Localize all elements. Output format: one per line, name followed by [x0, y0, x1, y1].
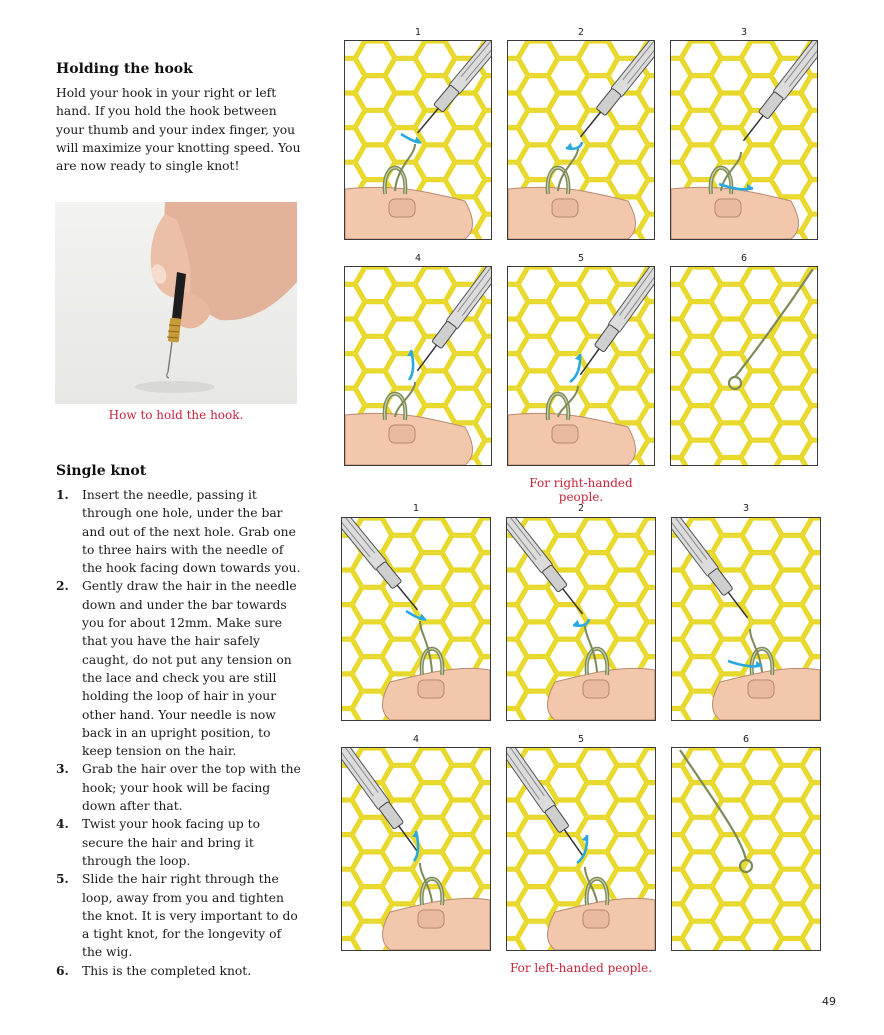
left-handed-caption: For left-handed people. [509, 961, 653, 975]
step-number: 3. [56, 761, 69, 777]
panel-number: 4 [414, 253, 422, 264]
knot-diagram-panel [341, 747, 491, 951]
knot-step-illustration [508, 267, 654, 465]
step-text: Grab the hair over the top with the hook; your hook will be facing down after that. [82, 762, 301, 814]
panel-number: 6 [740, 253, 748, 264]
panel-number: 3 [740, 27, 748, 38]
step-number: 1. [56, 487, 69, 502]
step-item [56, 962, 301, 980]
step-number: 2. [56, 578, 69, 594]
step-text: This is the completed knot. [82, 963, 252, 978]
hand-holding-hook-illustration [55, 202, 297, 404]
panel-number: 3 [742, 503, 750, 514]
knot-step-illustration [345, 267, 491, 465]
panel-number: 5 [577, 253, 585, 264]
panel-number: 6 [742, 734, 750, 745]
step-number: 4. [56, 816, 69, 832]
right-handed-caption: For right-handed people. [529, 476, 633, 504]
hook-hold-photo [55, 202, 297, 404]
step-text: Twist your hook facing up to secure the hair and bring it through the loop. [82, 817, 260, 868]
knot-diagram-panel [507, 40, 655, 240]
knot-diagram-panel [344, 40, 492, 240]
knot-step-illustration [671, 41, 817, 239]
knot-diagram-panel [341, 517, 491, 721]
panel-number: 4 [412, 734, 420, 745]
knot-diagram-panel [670, 40, 818, 240]
knot-diagram-panel [507, 266, 655, 466]
knot-step-illustration [342, 748, 490, 950]
step-item [56, 815, 301, 870]
step-item [56, 577, 301, 760]
step-item [56, 870, 301, 961]
knot-diagram-panel [506, 517, 656, 721]
completed-knot-illustration [671, 267, 817, 465]
completed-knot-illustration [672, 748, 820, 950]
step-text: Gently draw the hair in the needle down and under the bar towards you for about 12mm. Make sure that you have the hair safely caught, do not put any tension on the lace and check you are still holding the loop of hair in your other hand. Your needle is now back in an upright position, to keep tension on the hair. [82, 579, 297, 759]
step-text: Slide the hair right through the loop, away from you and tighten the knot. It is very important to do a tight knot, for the longevity of the wig. [82, 872, 298, 960]
step-item [56, 760, 301, 815]
knot-step-illustration [507, 518, 655, 720]
panel-number: 1 [414, 27, 422, 38]
step-number: 6. [56, 962, 69, 978]
panel-number: 2 [577, 503, 585, 514]
knot-diagram-panel [506, 747, 656, 951]
holding-hook-heading: Holding the hook [56, 61, 193, 77]
knot-step-illustration [342, 518, 490, 720]
knot-step-illustration [345, 41, 491, 239]
step-item [56, 486, 301, 577]
knot-step-illustration [672, 518, 820, 720]
photo-caption: How to hold the hook. [108, 408, 244, 422]
panel-number: 5 [577, 734, 585, 745]
knot-step-illustration [508, 41, 654, 239]
knot-diagram-panel [671, 517, 821, 721]
holding-hook-text: Hold your hook in your right or left hand. If you hold the hook between your thumb and your index finger, you will maximize your knotting speed. You are now ready to single knot! [56, 86, 301, 174]
step-number: 5. [56, 871, 69, 887]
step-text: Insert the needle, passing it through one hole, under the bar and out of the next hole. Grab one to three hairs with the needle of the hook facing down towards you. [82, 488, 301, 576]
panel-number: 1 [412, 503, 420, 514]
single-knot-steps [56, 486, 301, 980]
page-number: 49 [822, 995, 836, 1008]
knot-step-illustration [507, 748, 655, 950]
single-knot-heading: Single knot [56, 463, 147, 479]
panel-number: 2 [577, 27, 585, 38]
completed-knot-panel [670, 266, 818, 466]
completed-knot-panel [671, 747, 821, 951]
knot-diagram-panel [344, 266, 492, 466]
